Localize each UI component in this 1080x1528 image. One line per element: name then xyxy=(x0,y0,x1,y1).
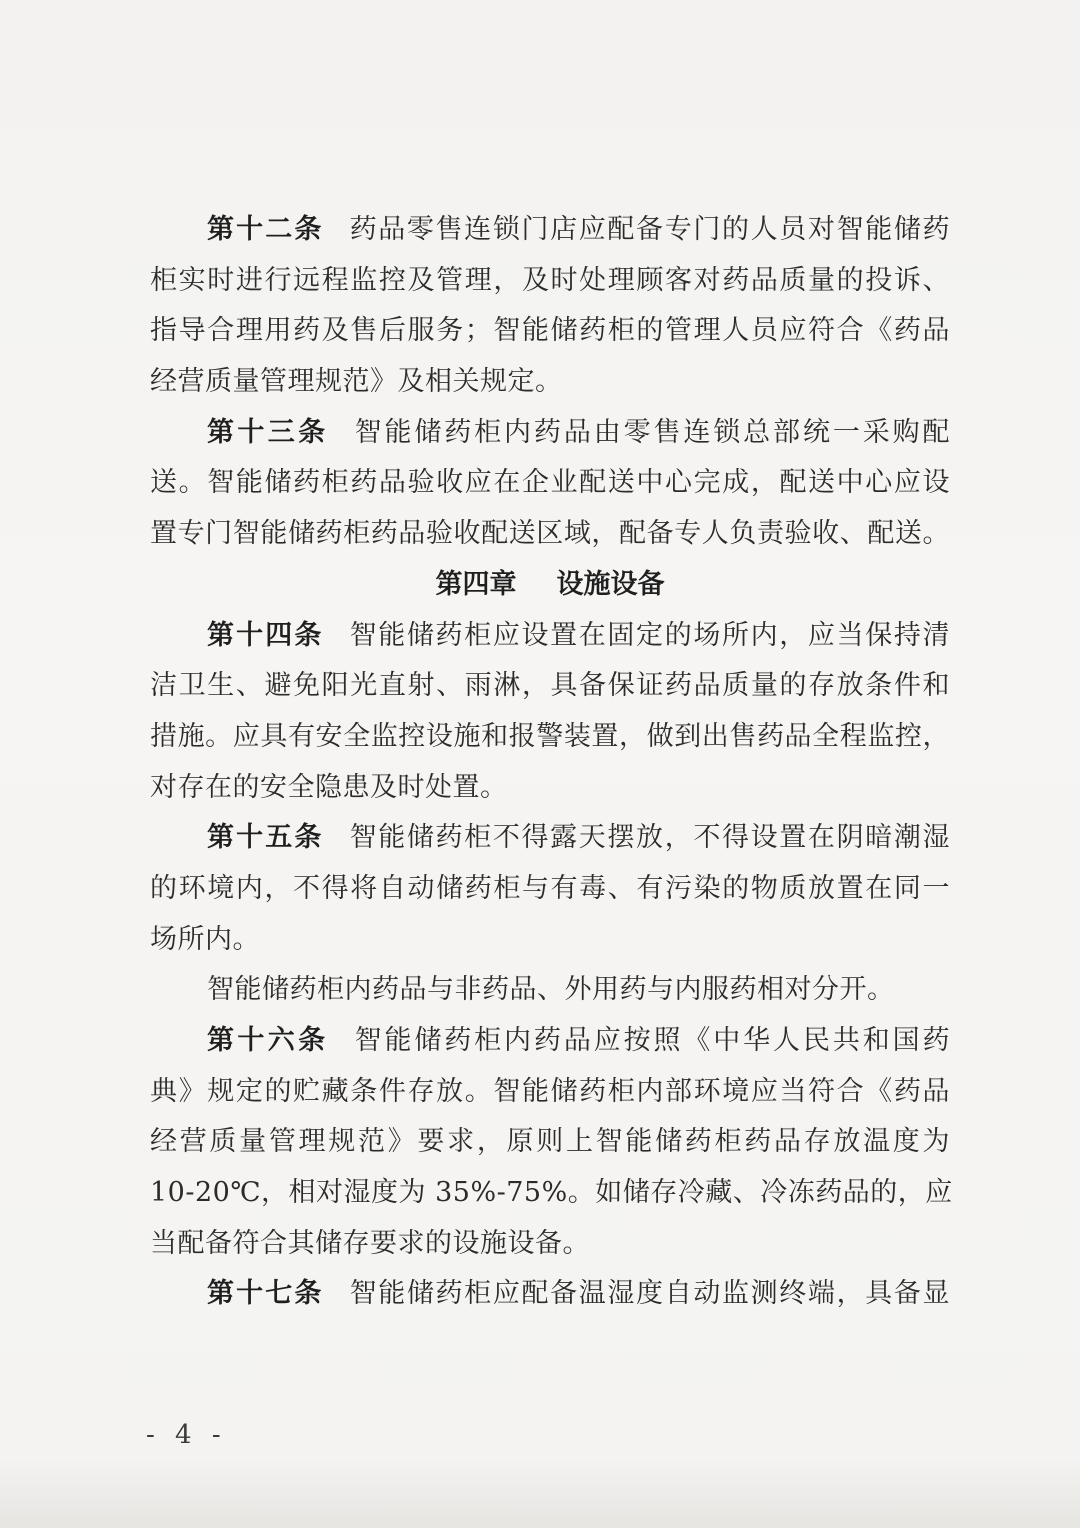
article-17-text-1: 智能储药柜应配备温湿度自动监测终端，具备显 xyxy=(349,1278,951,1310)
article-13-line-3: 置专门智能储药柜药品验收配送区域，配备专人负责验收、配送。 xyxy=(150,518,950,550)
article-14-line-3: 措施。应具有安全监控设施和报警装置，做到出售药品全程监控， xyxy=(150,720,950,752)
article-12-text-1: 药品零售连锁门店应配备专门的人员对智能储药 xyxy=(349,214,951,245)
article-14-line-2: 洁卫生、避免阳光直射、雨淋，具备保证药品质量的存放条件和 xyxy=(150,670,950,702)
article-13-text-1: 智能储药柜内药品由零售连锁总部统一采购配 xyxy=(354,416,951,448)
chapter-name: 设施设备 xyxy=(556,568,665,600)
article-12-line-3: 指导合理用药及售后服务；智能储药柜的管理人员应符合《药品 xyxy=(150,315,950,347)
article-12-line-4: 经营质量管理规范》及相关规定。 xyxy=(150,366,563,398)
article-14-title: 第十四条 xyxy=(207,619,324,651)
article-17-line-1 xyxy=(150,1269,950,1320)
article-16-text-1: 智能储药柜内药品应按照《中华人民共和国药 xyxy=(354,1025,951,1056)
article-12-title: 第十二条 xyxy=(207,214,324,245)
article-15-line-2: 的环境内，不得将自动储药柜与有毒、有污染的物质放置在同一 xyxy=(150,872,950,904)
article-15-line-1 xyxy=(150,813,950,864)
article-17-title: 第十七条 xyxy=(207,1278,324,1310)
article-14-line-4: 对存在的安全隐患及时处置。 xyxy=(150,771,508,803)
article-15-paragraph-2: 智能储药柜内药品与非药品、外用药与内服药相对分开。 xyxy=(207,974,895,1006)
article-16-line-2: 典》规定的贮藏条件存放。智能储药柜内部环境应当符合《药品 xyxy=(150,1075,950,1107)
article-15-title: 第十五条 xyxy=(207,822,324,854)
article-12-line-1 xyxy=(150,205,950,256)
article-16-line-3: 经营质量管理规范》要求，原则上智能储药柜药品存放温度为 xyxy=(150,1126,950,1158)
page-number: - 4 - xyxy=(146,1420,227,1450)
chapter-heading xyxy=(150,560,950,611)
article-16-title: 第十六条 xyxy=(207,1025,329,1056)
article-16-line-5: 当配备符合其储存要求的设施设备。 xyxy=(150,1227,590,1259)
article-14-text-1: 智能储药柜应设置在固定的场所内，应当保持清 xyxy=(349,619,951,651)
article-13-line-2: 送。智能储药柜药品验收应在企业配送中心完成，配送中心应设 xyxy=(150,467,950,499)
article-13-line-1 xyxy=(150,408,950,459)
chapter-number: 第四章 xyxy=(435,568,517,600)
article-12-line-2: 柜实时进行远程监控及管理，及时处理顾客对药品质量的投诉、 xyxy=(150,264,950,296)
article-16-line-1 xyxy=(150,1016,950,1067)
article-13-title: 第十三条 xyxy=(207,416,329,448)
article-14-line-1 xyxy=(150,611,950,662)
document-body xyxy=(150,205,953,1320)
article-15-line-3: 场所内。 xyxy=(150,923,260,955)
article-16-line-4: 10-20℃，相对湿度为 35%-75%。如储存冷藏、冷冻药品的，应 xyxy=(150,1177,953,1209)
article-15-text-1: 智能储药柜不得露天摆放，不得设置在阴暗潮湿 xyxy=(349,822,951,854)
